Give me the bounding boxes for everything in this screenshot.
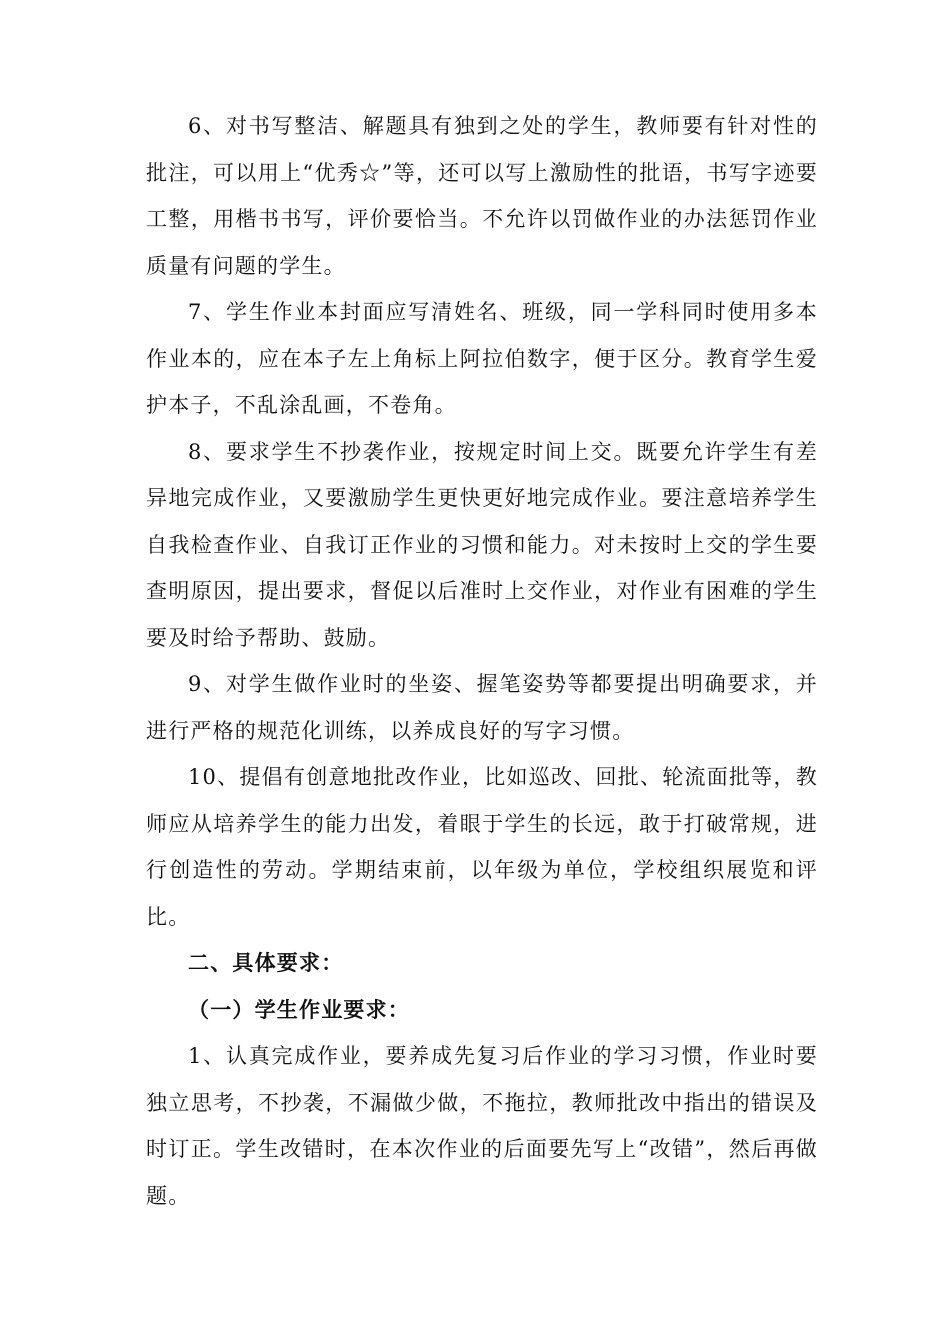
paragraph-item-6: 6、对书写整洁、解题具有独到之处的学生，教师要有针对性的批注，可以用上“优秀☆”等，还可以写上激励性的批语，书写字迹要工整，用楷书书写，评价要恰当。不允许以罚做作业的办法惩罚作业质量有问题的学生。 (146, 114, 818, 278)
paragraph-item-9: 9、对学生做作业时的坐姿、握笔姿势等都要提出明确要求，并进行严格的规范化训练，以养成良好的写字习惯。 (146, 672, 818, 743)
section-heading: 二、具体要求： (188, 950, 344, 975)
subsection-heading: （一）学生作业要求： (188, 996, 410, 1022)
paragraph-item-10: 10、提倡有创意地批改作业，比如巡改、回批、轮流面批等，教师应从培养学生的能力出发，着眼于学生的长远，敢于打破常规，进行创造性的劳动。学期结束前，以年级为单位，学校组织展览和评比。 (146, 765, 818, 929)
paragraph-item-1: 1、认真完成作业，要养成先复习后作业的学习习惯，作业时要独立思考，不抄袭，不漏做少做，不拖拉，教师批改中指出的错误及时订正。学生改错时，在本次作业的后面要先写上“改错”，然后再做题。 (146, 1044, 818, 1208)
document-body (146, 103, 818, 1219)
paragraph-item-8: 8、要求学生不抄袭作业，按规定时间上交。既要允许学生有差异地完成作业，又要激励学生更快更好地完成作业。要注意培养学生自我检查作业、自我订正作业的习惯和能力。对未按时上交的学生要查明原因，提出要求，督促以后准时上交作业，对作业有困难的学生要及时给予帮助、鼓励。 (146, 439, 818, 650)
paragraph-item-7: 7、学生作业本封面应写清姓名、班级，同一学科同时使用多本作业本的，应在本子左上角标上阿拉伯数字，便于区分。教育学生爱护本子，不乱涂乱画，不卷角。 (146, 300, 818, 417)
